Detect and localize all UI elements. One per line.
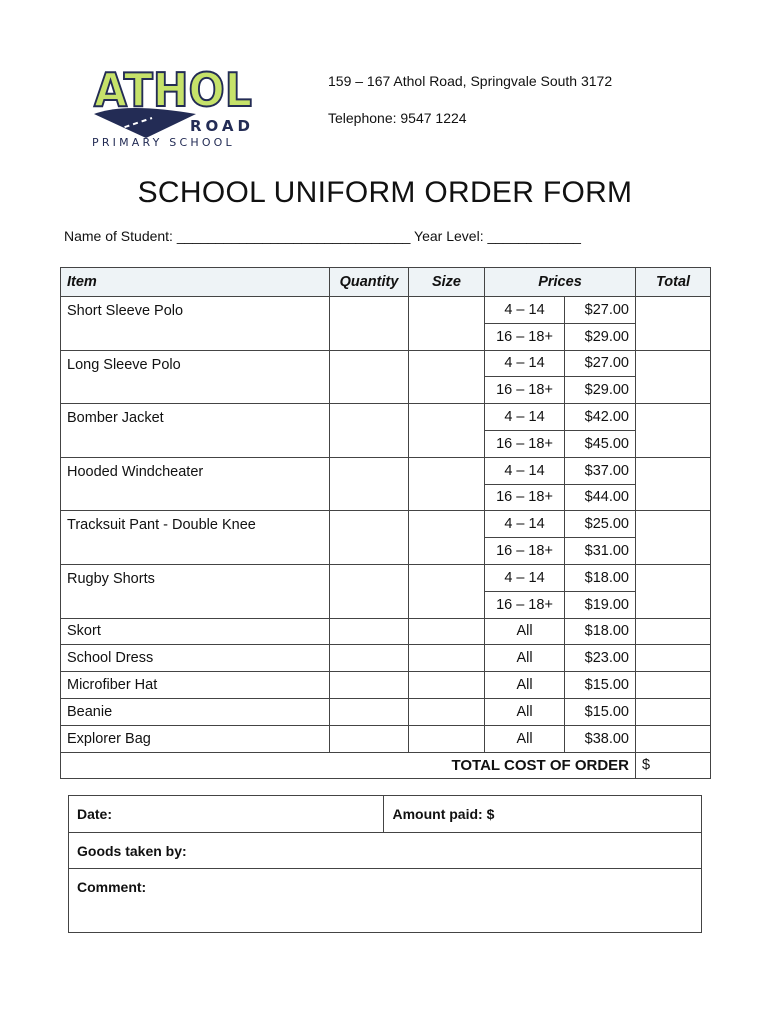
size-range: 4 – 14 <box>485 457 565 484</box>
line-total-cell[interactable] <box>636 618 711 645</box>
size-range: 16 – 18+ <box>485 377 565 404</box>
quantity-cell[interactable] <box>330 672 409 699</box>
size-range: 4 – 14 <box>485 564 565 591</box>
school-logo <box>86 52 266 152</box>
size-range: 16 – 18+ <box>485 430 565 457</box>
line-total-cell[interactable] <box>636 457 711 511</box>
unit-price: $37.00 <box>565 457 636 484</box>
line-total-cell[interactable] <box>636 645 711 672</box>
logo-subtitle: PRIMARY SCHOOL <box>92 136 235 149</box>
unit-price: $27.00 <box>565 350 636 377</box>
quantity-cell[interactable] <box>330 297 409 351</box>
line-total-cell[interactable] <box>636 564 711 618</box>
unit-price: $15.00 <box>565 672 636 699</box>
table-row <box>61 297 711 324</box>
size-cell[interactable] <box>409 511 485 565</box>
item-name: Beanie <box>61 698 330 725</box>
table-row <box>61 511 711 538</box>
logo-road: ROAD <box>190 117 254 135</box>
header-total: Total <box>636 268 711 297</box>
header-size: Size <box>409 268 485 297</box>
table-row <box>61 672 711 699</box>
size-range: All <box>485 645 565 672</box>
quantity-cell[interactable] <box>330 725 409 752</box>
table-row <box>61 645 711 672</box>
quantity-cell[interactable] <box>330 698 409 725</box>
size-cell[interactable] <box>409 457 485 511</box>
item-name: Skort <box>61 618 330 645</box>
unit-price: $45.00 <box>565 430 636 457</box>
quantity-cell[interactable] <box>330 350 409 404</box>
size-range: All <box>485 725 565 752</box>
table-row <box>61 457 711 484</box>
size-range: 4 – 14 <box>485 404 565 431</box>
total-row <box>61 752 711 779</box>
size-range: 16 – 18+ <box>485 538 565 565</box>
item-name: Tracksuit Pant - Double Knee <box>61 511 330 565</box>
size-cell[interactable] <box>409 564 485 618</box>
header-item: Item <box>61 268 330 297</box>
school-telephone: Telephone: 9547 1224 <box>328 110 467 126</box>
table-row <box>61 350 711 377</box>
item-name: Microfiber Hat <box>61 672 330 699</box>
table-row <box>61 698 711 725</box>
item-name: School Dress <box>61 645 330 672</box>
unit-price: $18.00 <box>565 564 636 591</box>
size-range: 4 – 14 <box>485 511 565 538</box>
item-name: Explorer Bag <box>61 725 330 752</box>
header-quantity: Quantity <box>330 268 409 297</box>
size-range: All <box>485 618 565 645</box>
size-range: 4 – 14 <box>485 297 565 324</box>
line-total-cell[interactable] <box>636 511 711 565</box>
size-range: 16 – 18+ <box>485 591 565 618</box>
header-prices: Prices <box>485 268 636 297</box>
date-field[interactable]: Date: <box>69 796 384 833</box>
size-range: 16 – 18+ <box>485 484 565 511</box>
line-total-cell[interactable] <box>636 350 711 404</box>
unit-price: $15.00 <box>565 698 636 725</box>
size-cell[interactable] <box>409 618 485 645</box>
item-name: Long Sleeve Polo <box>61 350 330 404</box>
size-cell[interactable] <box>409 698 485 725</box>
size-range: All <box>485 698 565 725</box>
item-name: Short Sleeve Polo <box>61 297 330 351</box>
school-address: 159 – 167 Athol Road, Springvale South 3172 <box>328 73 613 89</box>
quantity-cell[interactable] <box>330 564 409 618</box>
item-name: Bomber Jacket <box>61 404 330 458</box>
item-name: Rugby Shorts <box>61 564 330 618</box>
size-range: 4 – 14 <box>485 350 565 377</box>
unit-price: $27.00 <box>565 297 636 324</box>
unit-price: $23.00 <box>565 645 636 672</box>
total-cost-value[interactable]: $ <box>636 752 711 779</box>
unit-price: $31.00 <box>565 538 636 565</box>
table-row <box>61 725 711 752</box>
size-cell[interactable] <box>409 672 485 699</box>
unit-price: $38.00 <box>565 725 636 752</box>
line-total-cell[interactable] <box>636 404 711 458</box>
size-cell[interactable] <box>409 645 485 672</box>
item-name: Hooded Windcheater <box>61 457 330 511</box>
unit-price: $18.00 <box>565 618 636 645</box>
comment-field[interactable]: Comment: <box>69 869 702 933</box>
student-name-year-line[interactable]: Name of Student: ______________________________ Year Level: ____________ <box>64 228 581 244</box>
total-cost-label: TOTAL COST OF ORDER <box>61 752 636 779</box>
amount-paid-field[interactable]: Amount paid: $ <box>384 796 702 833</box>
goods-taken-by-field[interactable]: Goods taken by: <box>69 833 702 869</box>
unit-price: $29.00 <box>565 323 636 350</box>
unit-price: $19.00 <box>565 591 636 618</box>
quantity-cell[interactable] <box>330 404 409 458</box>
unit-price: $25.00 <box>565 511 636 538</box>
size-range: All <box>485 672 565 699</box>
line-total-cell[interactable] <box>636 297 711 351</box>
line-total-cell[interactable] <box>636 672 711 699</box>
unit-price: $42.00 <box>565 404 636 431</box>
quantity-cell[interactable] <box>330 511 409 565</box>
table-row <box>61 618 711 645</box>
quantity-cell[interactable] <box>330 457 409 511</box>
table-row <box>61 404 711 431</box>
quantity-cell[interactable] <box>330 618 409 645</box>
quantity-cell[interactable] <box>330 645 409 672</box>
size-cell[interactable] <box>409 404 485 458</box>
logo-word: ATHOL <box>94 63 252 117</box>
page-title: SCHOOL UNIFORM ORDER FORM <box>137 176 633 209</box>
size-cell[interactable] <box>409 725 485 752</box>
size-cell[interactable] <box>409 350 485 404</box>
unit-price: $44.00 <box>565 484 636 511</box>
size-cell[interactable] <box>409 297 485 351</box>
order-table <box>60 267 711 779</box>
size-range: 16 – 18+ <box>485 323 565 350</box>
table-row <box>61 564 711 591</box>
unit-price: $29.00 <box>565 377 636 404</box>
line-total-cell[interactable] <box>636 725 711 752</box>
line-total-cell[interactable] <box>636 698 711 725</box>
table-header-row <box>61 268 711 297</box>
office-use-table <box>68 795 702 933</box>
